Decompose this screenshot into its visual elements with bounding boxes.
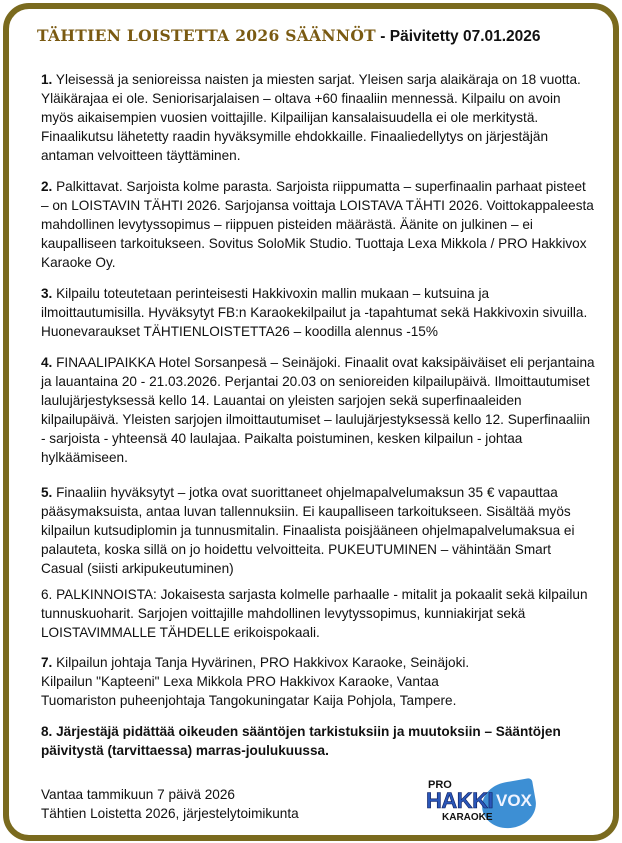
rule-text: 6. PALKINNOISTA: Jokaisesta sarjasta kolmelle parhaalle - mitalit ja pokaalit sekä kilpailun tunnuskuoharit. Sarjojen voittajille mahdollinen levytyssopimus, kunniakirjat sekä LOISTAVIMMALLE TÄHDELLE erikoispokaali. (41, 587, 588, 640)
rule-1 (41, 70, 596, 165)
rule-text: Kilpailu toteutetaan perinteisesti Hakkivoxin mallin mukaan – kutsuina ja ilmoittautumisilla. Hyväksytyt FB:n Karaokekilpailut ja -tapahtumat sekä Hakkivoxin sivuilla. Huonevaraukset TÄHTIENLOISTETTA26 – koodilla alennus -15% (41, 286, 588, 339)
hakkivox-logo (422, 778, 542, 830)
rule-number: 5. (41, 485, 53, 500)
logo-hakki: HAKKI (426, 788, 494, 813)
rule-number: 2. (41, 179, 53, 194)
logo-vox: VOX (496, 791, 532, 810)
signature-org: Tähtien Loistetta 2026, järjestelytoimikunta (41, 806, 299, 821)
rule-number: 1. (41, 72, 53, 87)
rule-7 (41, 653, 596, 710)
title-updated: - Päivitetty 07.01.2026 (375, 28, 541, 45)
rule-6 (41, 585, 596, 642)
rule-text: Kilpailun johtaja Tanja Hyvärinen, PRO Hakkivox Karaoke, Seinäjoki. Kilpailun "Kapteeni" Lexa Mikkola PRO Hakkivox Karaoke, Vantaa Tuomariston puheenjohtaja Tangokuningatar Kaija Pohjola, Tampere. (41, 655, 470, 708)
signature (41, 785, 299, 823)
rule-text: Finaaliin hyväksytyt – jotka ovat suorittaneet ohjelmapalvelumaksun 35 € vapauttaa pääsymaksuista, antaa luvan tallennuksiin. Ei kaupalliseen tarkoitukseen. Sisältää myös kilpailun kutsudiplomin ja tunnusmitalin. Finaalista poisjääneen ohjelmapalvelumaksua ei palauteta, koska sillä on jo hoidettu velvoitteita. PUKEUTUMINEN – vähintään Smart Casual (siisti arkipukeutuminen) (41, 485, 575, 576)
rule-8 (41, 722, 596, 760)
rule-number: 4. (41, 355, 53, 370)
signature-date: Vantaa tammikuun 7 päivä 2026 (41, 787, 235, 802)
logo-karaoke: KARAOKE (442, 812, 493, 823)
rule-4 (41, 353, 596, 467)
rule-number: 7. (41, 655, 53, 670)
rule-text: 8. Järjestäjä pidättää oikeuden sääntöjen tarkistuksiin ja muutoksiin – Sääntöjen päivitystä (tarvittaessa) marras-joulukuussa. (41, 724, 561, 758)
rule-text: FINAALIPAIKKA Hotel Sorsanpesä – Seinäjoki. Finaalit ovat kaksipäiväiset eli perjantaina ja lauantaina 20 - 21.03.2026. Perjantai 20.03 on senioreiden kilpailupäivä. Ilmoittautumiset laulujärjestyksessä kello 14. Lauantai on yleisten sarjojen sekä superfinaaleiden kilpailupäivä. Yleisten sarjojen ilmoittautumiset – laulujärjestyksessä kello 12. Superfinaaliin - sarjoista - yhteensä 40 laulajaa. Paikalta poistuminen, kesken kilpailun - johtaa hylkäämiseen. (41, 355, 595, 465)
title-main: TÄHTIEN LOISTETTA 2026 SÄÄNNÖT (37, 26, 376, 45)
logo-pro: PRO (428, 779, 452, 791)
rule-5 (41, 483, 596, 578)
rule-3 (41, 284, 596, 341)
rule-text: Yleisessä ja senioreissa naisten ja miesten sarjat. Yleisen sarja alaikäraja on 18 vuotta. Yläikärajaa ei ole. Seniorisarjalaisen – oltava +60 finaaliin mennessä. Kilpailu on avoin myös aikaisempien vuosien voittajille. Kilpailijan kansalaisuudella ei ole merkitystä. Finaalikutsu lähetetty raadin hyväksymille ehdokkaille. Finaaliedellytys on järjestäjän antaman velvoitteen täyttäminen. (41, 72, 581, 163)
rule-number: 3. (41, 286, 53, 301)
page-title (37, 26, 541, 46)
rule-text: Palkittavat. Sarjoista kolme parasta. Sarjoista riippumatta – superfinaalin parhaat pisteet – on LOISTAVIN TÄHTI 2026. Sarjojansa voittaja LOISTAVA TÄHTI 2026. Voittokappaleesta mahdollinen levytyssopimus – riippuen pisteiden määrästä. Äänite on julkinen – ei kaupalliseen tarkoitukseen. Sovitus SoloMik Studio. Tuottaja Lexa Mikkola / PRO Hakkivox Karaoke Oy. (41, 179, 594, 270)
rule-2 (41, 177, 596, 272)
